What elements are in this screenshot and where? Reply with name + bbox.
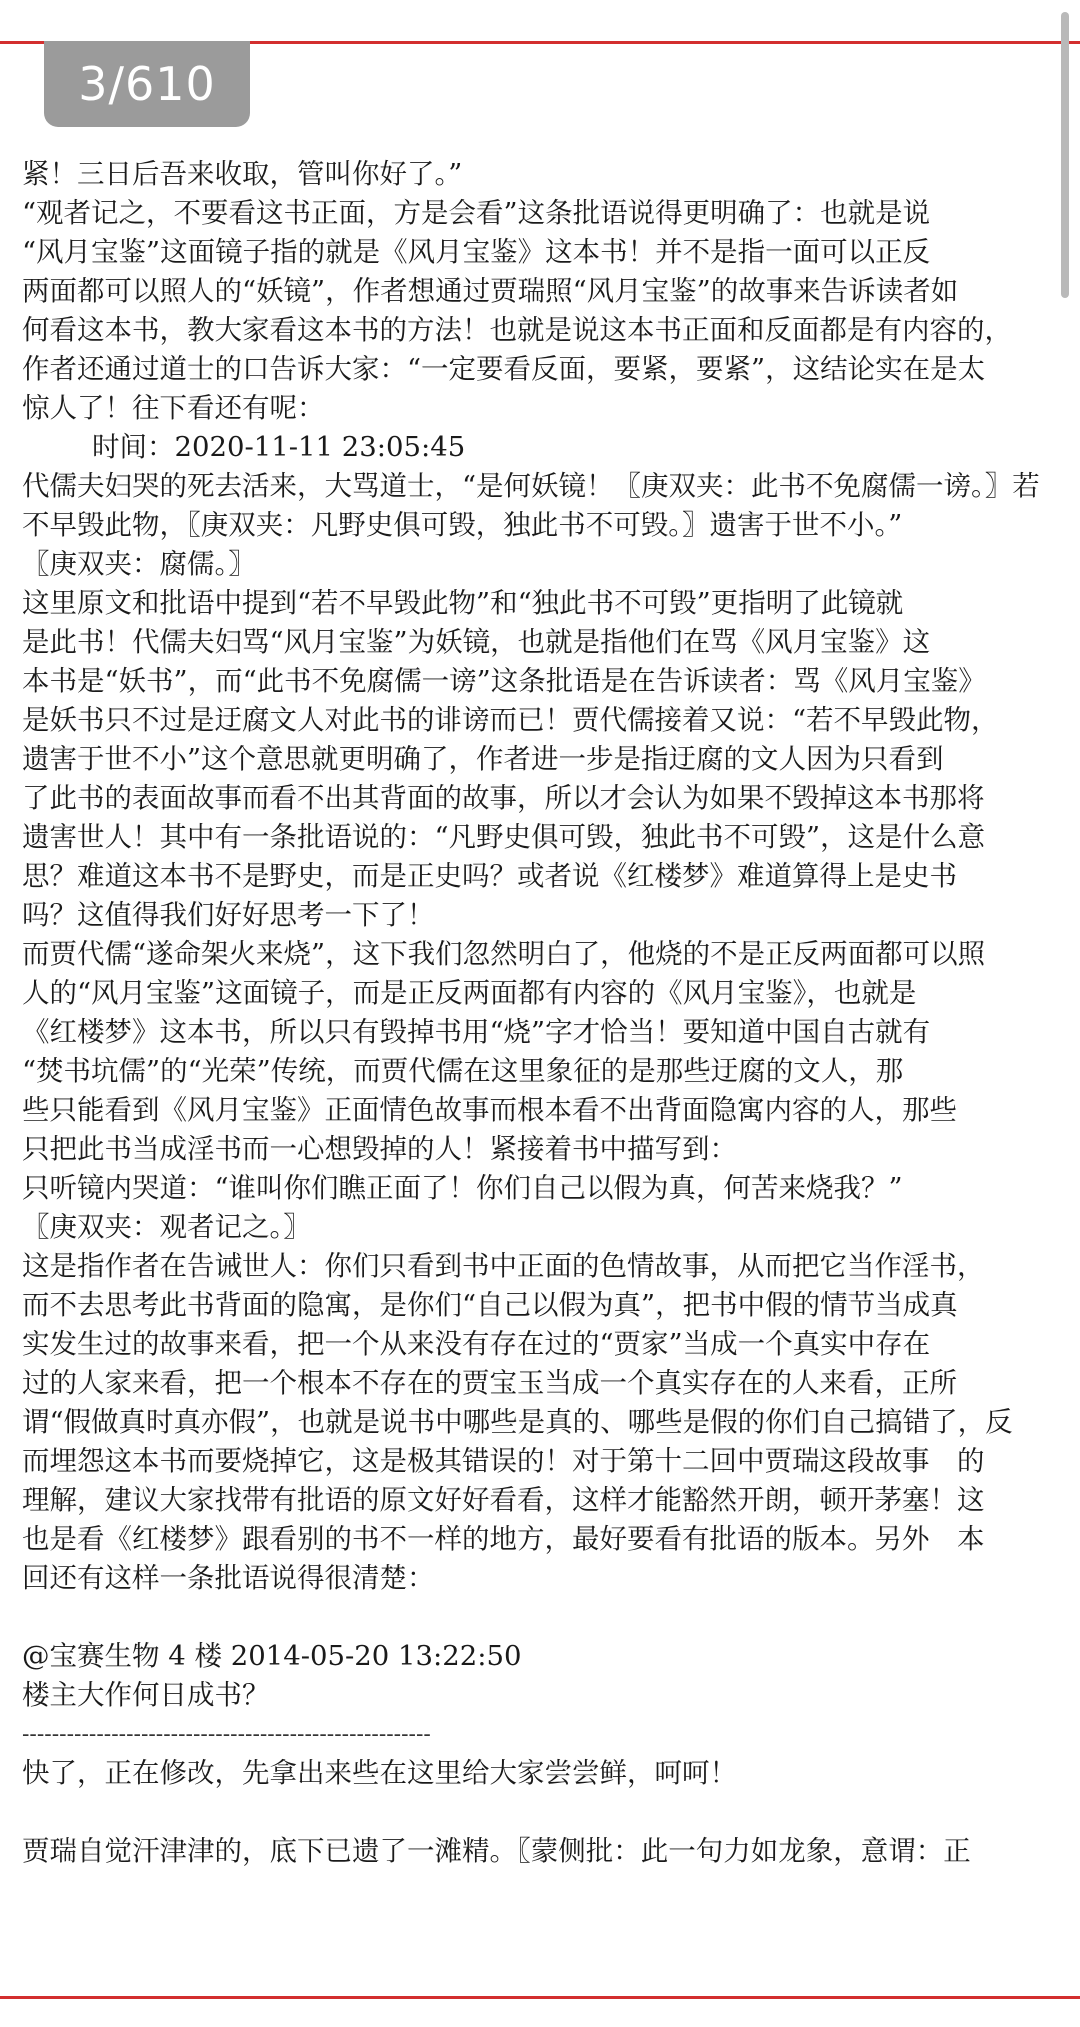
text-line: 过的人家来看，把一个根本不存在的贾宝玉当成一个真实存在的人来看，正所 [22,1367,957,1399]
text-line: 实发生过的故事来看，把一个从来没有存在过的“贾家”当成一个真实中存在 [22,1328,931,1360]
text-line: 思？难道这本书不是野史，而是正史吗？或者说《红楼梦》难道算得上是史书 [22,860,957,892]
text-line: 《红楼梦》这本书，所以只有毁掉书用“烧”字才恰当！要知道中国自古就有 [22,1016,931,1048]
text-line: 〖庚双夹：腐儒。〗 [22,548,256,580]
text-line: 而不去思考此书背面的隐寓，是你们“自己以假为真”，把书中假的情节当成真 [22,1289,958,1321]
text-line: 紧！三日后吾来收取，管叫你好了。” [22,158,463,190]
text-line: 不早毁此物，〖庚双夹：凡野史俱可毁，独此书不可毁。〗遗害于世不小。” [22,509,903,541]
text-line: 理解，建议大家找带有批语的原文好好看看，这样才能豁然开朗，顿开茅塞！这 [22,1484,985,1516]
reader-text-body [22,155,1058,1871]
text-line: 些只能看到《风月宝鉴》正面情色故事而根本看不出背面隐寓内容的人，那些 [22,1094,957,1126]
text-line: “焚书坑儒”的“光荣”传统，而贾代儒在这里象征的是那些迂腐的文人，那 [22,1055,904,1087]
text-line: 回还有这样一条批语说得很清楚： [22,1562,435,1594]
text-line: “观者记之，不要看这书正面，方是会看”这条批语说得更明确了：也就是说 [22,197,931,229]
reply-header-line: @宝赛生物 4 楼 2014-05-20 13:22:50 [22,1640,522,1672]
scrollbar-thumb[interactable] [1061,12,1069,298]
text-line: 吗？这值得我们好好思考一下了！ [22,899,435,931]
text-line: 只把此书当成淫书而一心想毁掉的人！紧接着书中描写到： [22,1133,737,1165]
text-line: 是此书！代儒夫妇骂“风月宝鉴”为妖镜，也就是指他们在骂《风月宝鉴》这 [22,626,931,658]
text-line: 人的“风月宝鉴”这面镜子，而是正反两面都有内容的《风月宝鉴》，也就是 [22,977,917,1009]
text-line: 而埋怨这本书而要烧掉它，这是极其错误的！对于第十二回中贾瑞这段故事 的 [22,1445,985,1477]
text-line: 本书是“妖书”，而“此书不免腐儒一谤”这条批语是在告诉读者：骂《风月宝鉴》 [22,665,986,697]
reply-answer-line: 快了，正在修改，先拿出来些在这里给大家尝尝鲜，呵呵！ [22,1757,737,1789]
text-line: 何看这本书，教大家看这本书的方法！也就是说这本书正面和反面都是有内容的， [22,314,1012,346]
text-line: 遗害世人！其中有一条批语说的：“凡野史俱可毁，独此书不可毁”，这是什么意 [22,821,986,853]
reply-question-line: 楼主大作何日成书？ [22,1679,270,1711]
text-line: 贾瑞自觉汗津津的，底下已遗了一滩精。〖蒙侧批：此一句力如龙象，意谓：正 [22,1835,971,1867]
text-line: 惊人了！往下看还有呢： [22,392,325,424]
text-line: 也是看《红楼梦》跟看别的书不一样的地方，最好要看有批语的版本。另外 本 [22,1523,985,1555]
text-line: 这里原文和批语中提到“若不早毁此物”和“独此书不可毁”更指明了此镜就 [22,587,904,619]
timestamp-line: 时间：2020-11-11 23:05:45 [92,431,466,463]
page-indicator-text: 3/610 [78,57,216,111]
text-line: 只听镜内哭道：“谁叫你们瞧正面了！你们自己以假为真，何苦来烧我？” [22,1172,903,1204]
text-line: 而贾代儒“遂命架火来烧”，这下我们忽然明白了，他烧的不是正反两面都可以照 [22,938,986,970]
text-line: 两面都可以照人的“妖镜”，作者想通过贾瑞照“风月宝鉴”的故事来告诉读者如 [22,275,959,307]
bottom-divider [0,1996,1080,1999]
page-indicator-badge [44,41,250,127]
text-line: 〖庚双夹：观者记之。〗 [22,1211,311,1243]
text-line: 这是指作者在告诫世人：你们只看到书中正面的色情故事，从而把它当作淫书， [22,1250,985,1282]
text-line: 了此书的表面故事而看不出其背面的故事，所以才会认为如果不毁掉这本书那将 [22,782,985,814]
text-line: 遗害于世不小”这个意思就更明确了，作者进一步是指迂腐的文人因为只看到 [22,743,944,775]
blank-line [22,1793,1058,1832]
text-line: 代儒夫妇哭的死去活来，大骂道士，“是何妖镜！〖庚双夹：此书不免腐儒一谤。〗若 [22,470,1040,502]
text-line: “风月宝鉴”这面镜子指的就是《风月宝鉴》这本书！并不是指一面可以正反 [22,236,931,268]
text-line: 作者还通过道士的口告诉大家：“一定要看反面，要紧，要紧”，这结论实在是太 [22,353,986,385]
text-line: 谓“假做真时真亦假”，也就是说书中哪些是真的、哪些是假的你们自己搞错了，反 [22,1406,1013,1438]
dashed-separator: ------------------------------------------------------- [22,1722,431,1747]
blank-line [22,1598,1058,1637]
scrollbar-track[interactable] [1058,10,1070,1990]
text-line: 是妖书只不过是迂腐文人对此书的诽谤而已！贾代儒接着又说：“若不早毁此物， [22,704,999,736]
